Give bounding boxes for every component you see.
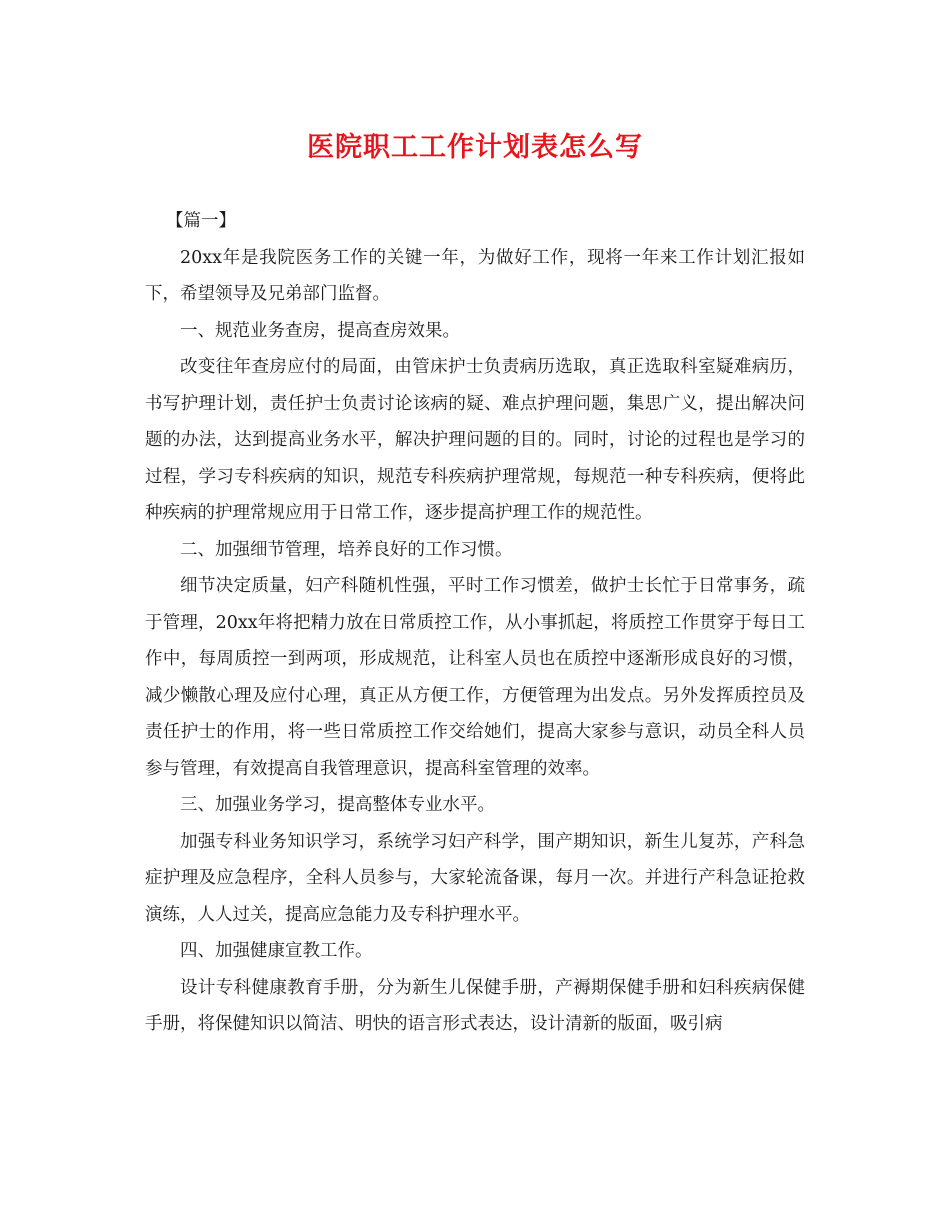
section-label: 【篇一】 bbox=[166, 211, 236, 231]
heading-4: 四、加强健康宣教工作。 bbox=[180, 941, 373, 961]
paragraph-2: 细节决定质量，妇产科随机性强，平时工作习惯差，做护士长忙于日常事务，疏于管理，20xx年将把精力放在日常质控工作，从小事抓起，将质控工作贯穿于每日工作中，每周质控一到两项，形成规范，让科室人员也在质控中逐渐形成良好的习惯，减少懒散心理及应付心理，真正从方便工作，方便管理为出发点。另外发挥质控员及责任护士的作用，将一些日常质控工作交给她们，提高大家参与意识，动员全科人员参与管理，有效提高自我管理意识，提高科室管理的效率。 bbox=[145, 576, 805, 779]
paragraph-1: 改变往年查房应付的局面，由管床护士负责病历选取，真正选取科室疑难病历，书写护理计划，责任护士负责讨论该病的疑、难点护理问题，集思广义，提出解决问题的办法，达到提高业务水平，解决护理问题的目的。同时，讨论的过程也是学习的过程，学习专科疾病的知识，规范专科疾病护理常规，每规范一种专科疾病，便将此种疾病的护理常规应用于日常工作，逐步提高护理工作的规范性。 bbox=[145, 357, 805, 523]
document-body bbox=[145, 203, 805, 1043]
heading-2: 二、加强细节管理，培养良好的工作习惯。 bbox=[180, 539, 513, 560]
intro-paragraph: 20xx年是我院医务工作的关键一年，为做好工作，现将一年来工作计划汇报如下，希望领导及兄弟部门监督。 bbox=[145, 247, 805, 304]
page-title: 医院职工工作计划表怎么写 bbox=[307, 132, 643, 163]
paragraph-3: 加强专科业务知识学习，系统学习妇产科学，围产期知识，新生儿复苏，产科急症护理及应急程序，全科人员参与，大家轮流备课，每月一次。并进行产科急证抢救演练，人人过关，提高应急能力及专科护理水平。 bbox=[145, 831, 805, 925]
heading-3: 三、加强业务学习，提高整体专业水平。 bbox=[180, 795, 495, 815]
paragraph-4: 设计专科健康教育手册，分为新生儿保健手册，产褥期保健手册和妇科疾病保健手册，将保健知识以简洁、明快的语言形式表达，设计清新的版面，吸引病 bbox=[145, 977, 805, 1034]
heading-1: 一、规范业务查房，提高查房效果。 bbox=[180, 320, 460, 341]
